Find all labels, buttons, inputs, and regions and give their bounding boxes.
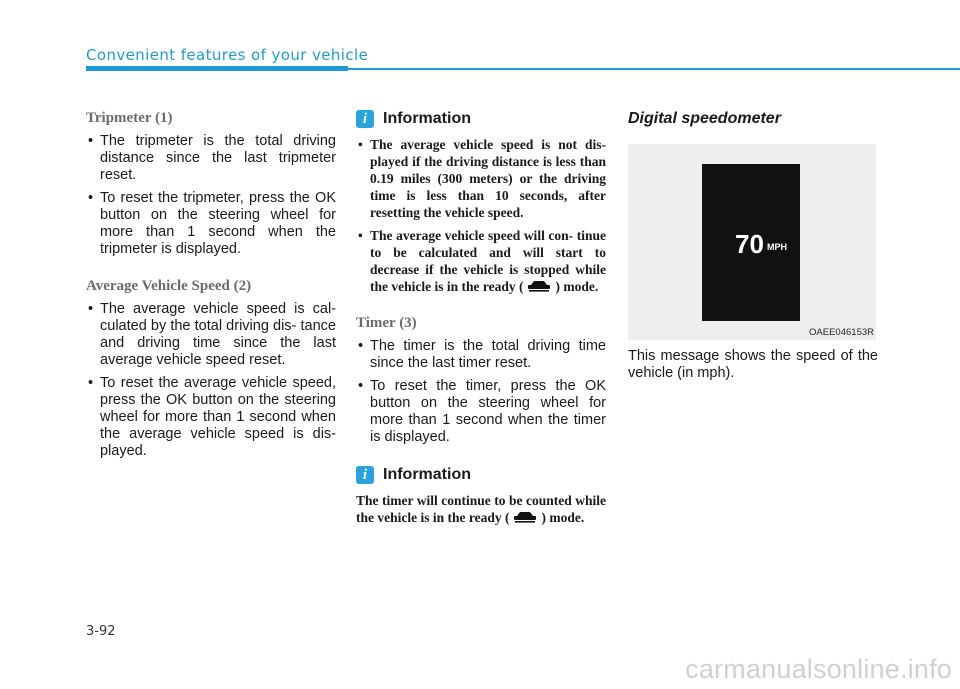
info-bullet-2 — [356, 227, 606, 295]
avg-speed-bullet-1: • The average vehicle speed is cal- culated by the total driving dis- tance and driving time since the last average vehicle speed reset. — [86, 301, 336, 369]
info-2-text: The timer will continue to be counted while the vehicle is in the ready ( — [356, 493, 606, 525]
timer-bullet-2: • To reset the timer, press the OK button on the steering wheel for more than 1 second when the timer is displayed. — [356, 378, 606, 446]
column-right — [628, 110, 878, 382]
info-block-1-list — [356, 136, 606, 295]
info-bullet-2-end: ) mode. — [555, 279, 599, 294]
ready-car-icon — [512, 510, 538, 524]
timer-bullet-1: • The timer is the total driving time since the last timer reset. — [356, 338, 606, 372]
avg-speed-list — [86, 301, 336, 460]
info-title: Information — [383, 110, 471, 127]
digital-speedometer-heading: Digital speedometer — [628, 110, 781, 127]
timer-heading: Timer (3) — [356, 315, 417, 331]
tripmeter-bullet-1: • The tripmeter is the total driving distance since the last tripmeter reset. — [86, 133, 336, 184]
column-middle — [356, 110, 606, 526]
info-icon: i — [356, 466, 374, 484]
info-block-1-header — [356, 110, 606, 128]
watermark: carmanualsonline.info — [685, 654, 952, 684]
header-bar — [86, 66, 348, 71]
avg-speed-heading: Average Vehicle Speed (2) — [86, 278, 252, 294]
tripmeter-heading: Tripmeter (1) — [86, 110, 173, 126]
speedometer-figure — [628, 144, 876, 340]
speedometer-description: This message shows the speed of the vehicle (in mph). — [628, 348, 878, 381]
page-number: 3-92 — [86, 624, 116, 639]
info-icon: i — [356, 110, 374, 128]
header-title: Convenient features of your vehicle — [86, 46, 369, 64]
figure-code: OAEE046153R — [809, 327, 874, 338]
info-2-text-end: ) mode. — [541, 510, 585, 525]
avg-speed-bullet-2: • To reset the average vehicle speed, press the OK button on the steering wheel for more than 1 second when the average vehicle speed is dis- played. — [86, 375, 336, 460]
header-rule — [348, 68, 960, 70]
speed-unit: MPH — [767, 242, 787, 252]
tripmeter-list — [86, 133, 336, 258]
speed-value: 70 — [735, 229, 764, 259]
info-block-2-header — [356, 466, 606, 484]
info-bullet-2-text: The average vehicle speed will con- tinue to be calculated and will start to decrease if the vehicle is stopped while the vehicle is in the ready ( — [370, 228, 606, 294]
column-left — [86, 110, 336, 466]
info-title: Information — [383, 466, 471, 483]
timer-list — [356, 338, 606, 446]
info-block-2-text — [356, 492, 606, 526]
info-bullet-1: • The average vehicle speed is not dis- played if the driving distance is less than 0.19 miles (300 meters) or the driving time is less than 10 seconds, after resetting the vehicle speed. — [356, 136, 606, 221]
ready-car-icon — [526, 279, 552, 293]
tripmeter-bullet-2: • To reset the tripmeter, press the OK button on the steering wheel for more than 1 second when the tripmeter is displayed. — [86, 190, 336, 258]
